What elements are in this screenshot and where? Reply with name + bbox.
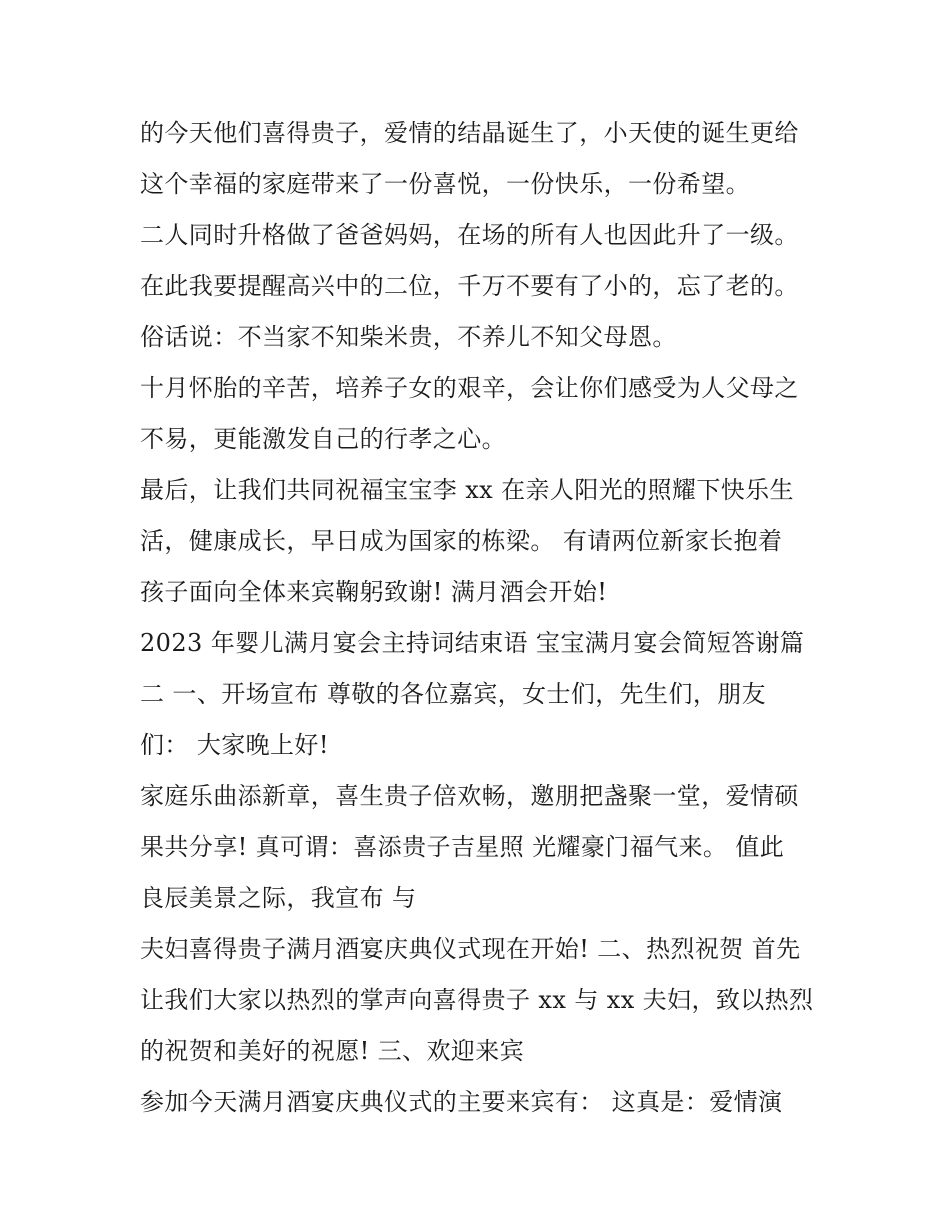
text-line: 参加今天满月酒宴庆典仪式的主要来宾有： 这真是：爱情演 bbox=[140, 1088, 783, 1116]
text-line: 二人同时升格做了爸爸妈妈，在场的所有人也因此升了一级。 bbox=[140, 221, 799, 249]
text-line: 夫妇喜得贵子满月酒宴庆典仪式现在开始! 二、热烈祝贺 首先 bbox=[140, 935, 801, 963]
text-line: 良辰美景之际，我宣布 与 bbox=[140, 884, 417, 912]
text-line: 孩子面向全体来宾鞠躬致谢! 满月酒会开始! bbox=[140, 578, 608, 606]
text-line: 最后，让我们共同祝福宝宝李 xx 在亲人阳光的照耀下快乐生 bbox=[140, 476, 794, 504]
text-line: 2023 年婴儿满月宴会主持词结束语 宝宝满月宴会简短答谢篇 bbox=[140, 629, 805, 657]
text-line: 果共分享! 真可谓：喜添贵子吉星照 光耀豪门福气来。 值此 bbox=[140, 833, 785, 861]
text-line: 们： 大家晚上好! bbox=[140, 731, 329, 759]
text-line: 活，健康成长，早日成为国家的栋梁。 有请两位新家长抱着 bbox=[140, 527, 783, 555]
text-line: 的祝贺和美好的祝愿! 三、欢迎来宾 bbox=[140, 1037, 525, 1065]
text-line: 不易，更能激发自己的行孝之心。 bbox=[140, 425, 506, 453]
text-line: 俗话说：不当家不知柴米贵，不养儿不知父母恩。 bbox=[140, 323, 677, 351]
text-line: 在此我要提醒高兴中的二位，千万不要有了小的，忘了老的。 bbox=[140, 272, 799, 300]
text-line: 这个幸福的家庭带来了一份喜悦，一份快乐，一份希望。 bbox=[140, 170, 750, 198]
text-line: 十月怀胎的辛苦，培养子女的艰辛，会让你们感受为人父母之 bbox=[140, 374, 799, 402]
document-body bbox=[140, 108, 820, 1128]
text-line: 二 一、开场宣布 尊敬的各位嘉宾，女士们，先生们，朋友 bbox=[140, 680, 767, 708]
text-line: 的今天他们喜得贵子，爱情的结晶诞生了，小天使的诞生更给 bbox=[140, 119, 799, 147]
text-line: 家庭乐曲添新章，喜生贵子倍欢畅，邀朋把盏聚一堂，爱情硕 bbox=[140, 782, 799, 810]
text-line: 让我们大家以热烈的掌声向喜得贵子 xx 与 xx 夫妇，致以热烈 bbox=[140, 986, 814, 1014]
